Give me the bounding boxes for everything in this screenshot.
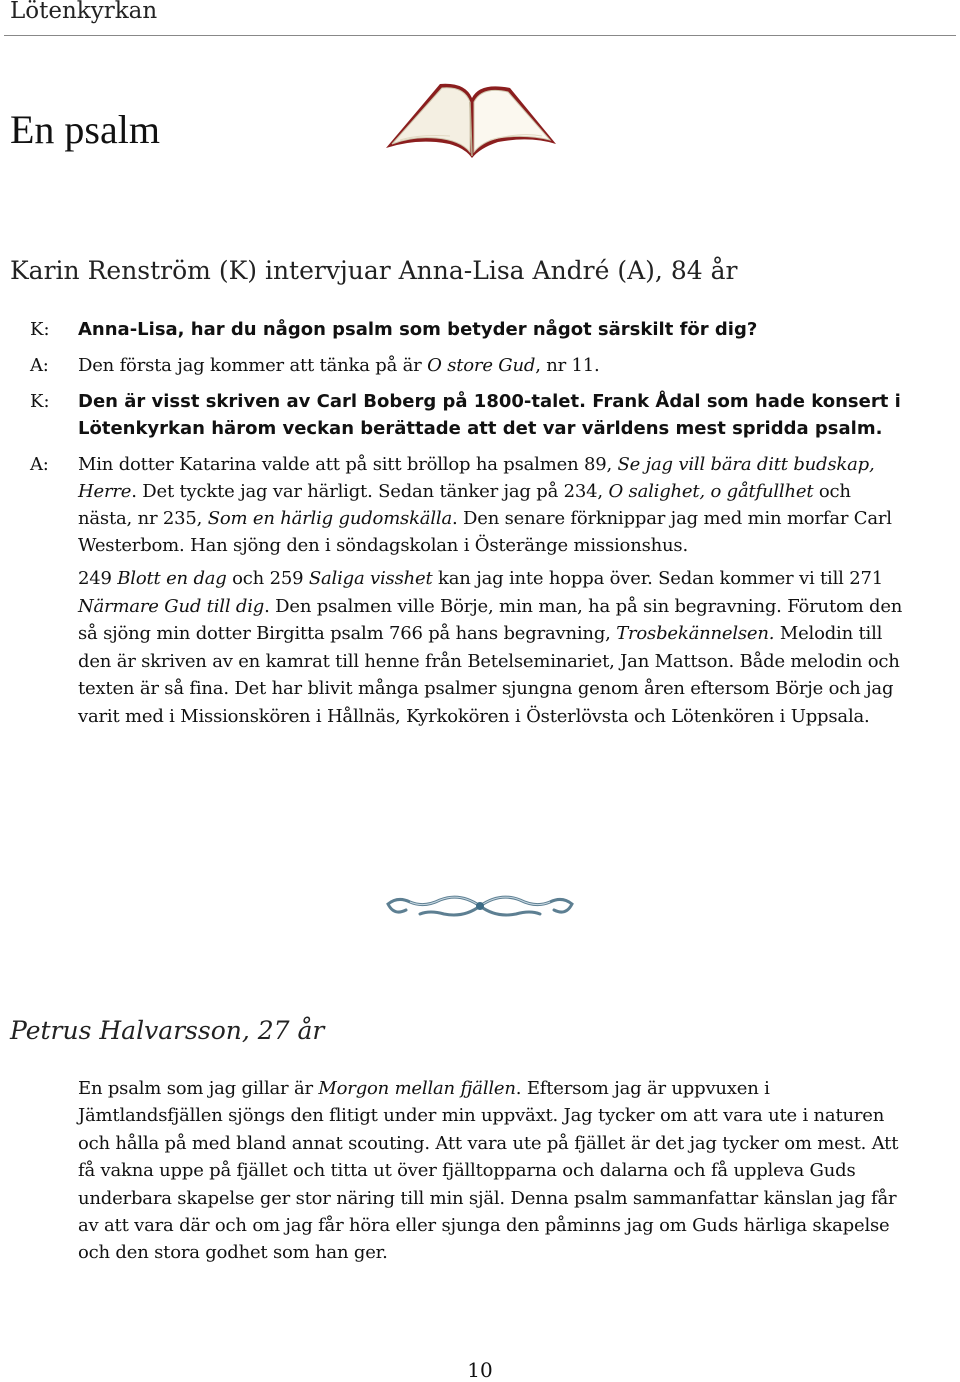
text-segment: . Den psalmen ville Börje, min man, ha på sin begravning. Förutom den så sjöng min dotter Birgitta psalm 766 på hans begravning, (78, 595, 903, 644)
italic-title-text: Närmare Gud till dig (78, 595, 265, 617)
text-segment: , nr 11. (535, 355, 600, 376)
dialog-text (78, 388, 910, 442)
text-segment: 249 (78, 568, 118, 589)
petrus-paragraph (78, 1075, 908, 1267)
text-segment: Den är visst skriven av Carl Boberg på 1800-talet. Frank Ådal som hade konsert i Lötenkyrkan härom veckan berättade att det var världens mest spridda psalm. (78, 391, 901, 439)
open-book-icon (380, 78, 560, 168)
italic-title-text: Blott en dag (117, 568, 227, 589)
text-segment: och nästa, nr 235, (78, 481, 851, 529)
dialog-turn (30, 388, 910, 442)
interview-continuation-paragraph (78, 565, 908, 730)
interview-heading: Karin Renström (K) intervjuar Anna-Lisa André (A), 84 år (10, 256, 738, 285)
text-segment: En psalm som jag gillar är (78, 1078, 319, 1099)
page-number: 10 (467, 1358, 493, 1382)
page-title: En psalm (10, 107, 160, 152)
header-divider (4, 35, 956, 36)
dialog-text (78, 352, 910, 379)
dialog-text (78, 316, 910, 343)
dialog-turn (30, 451, 910, 559)
italic-title-text: Trosbekännelsen. (616, 623, 775, 644)
text-segment: . Eftersom jag är uppvuxen i Jämtlandsfjällen sjöngs den flitigt under min uppväxt. Jag tycker om att vara ute i naturen och hålla på med bland annat scouting. Att vara ute på fjället är det jag tycker om mest. Att få vakna uppe på fjället och titta ut över fjälltopparna och dalarna och få uppleva Guds underbara skapelse ger stor näring till min själ. Denna psalm sammanfattar känslan jag får av att vara där och om jag får höra eller sjunga den påminns jag om Guds härliga skapelse och den stora godhet som han ger. (78, 1078, 899, 1264)
italic-title-text: Se jag vill bära ditt budskap, Herre (78, 454, 875, 502)
text-segment: . Den senare förknippar jag med min morfar Carl Westerbom. Han sjöng den i söndagskolan i Österänge missionshus. (78, 508, 892, 556)
italic-title-text: Saliga visshet (308, 568, 433, 589)
text-segment: och 259 (226, 568, 309, 589)
italic-title-text: Som en härlig gudomskälla (207, 508, 452, 529)
petrus-heading: Petrus Halvarsson, 27 år (10, 1016, 325, 1045)
speaker-label: K: (30, 391, 50, 412)
dialog-turn (30, 316, 910, 343)
header-title: Lötenkyrkan (10, 0, 158, 24)
interview-dialog (30, 316, 910, 568)
speaker-label: K: (30, 319, 50, 340)
text-segment: Den första jag kommer att tänka på är (78, 355, 428, 376)
italic-title-text: O store Gud (427, 355, 536, 376)
text-segment: kan jag inte hoppa över. Sedan kommer vi till 271 (432, 568, 884, 589)
text-segment: . Det tyckte jag var härligt. Sedan tänker jag på 234, (131, 481, 609, 502)
dialog-turn (30, 352, 910, 379)
speaker-label: A: (30, 355, 49, 376)
text-segment: Melodin till den är skriven av en kamrat till henne från Betelseminariet, Jan Mattson. Både melodin och texten är så fina. Det har blivit många psalmer sjungna genom åren eftersom Börje och jag varit med i Missionskören i Hållnäs, Kyrkokören i Österlövsta och Lötenkören i Uppsala. (78, 623, 900, 727)
dialog-text (78, 451, 910, 559)
italic-title-text: O salighet, o gåtfullhet (608, 481, 814, 502)
decorative-flourish-icon (380, 888, 580, 924)
italic-title-text: Morgon mellan fjällen (318, 1078, 516, 1099)
text-segment: Min dotter Katarina valde att på sitt bröllop ha psalmen 89, (78, 454, 618, 475)
speaker-label: A: (30, 454, 49, 475)
text-segment: Anna-Lisa, har du någon psalm som betyder något särskilt för dig? (78, 319, 758, 340)
